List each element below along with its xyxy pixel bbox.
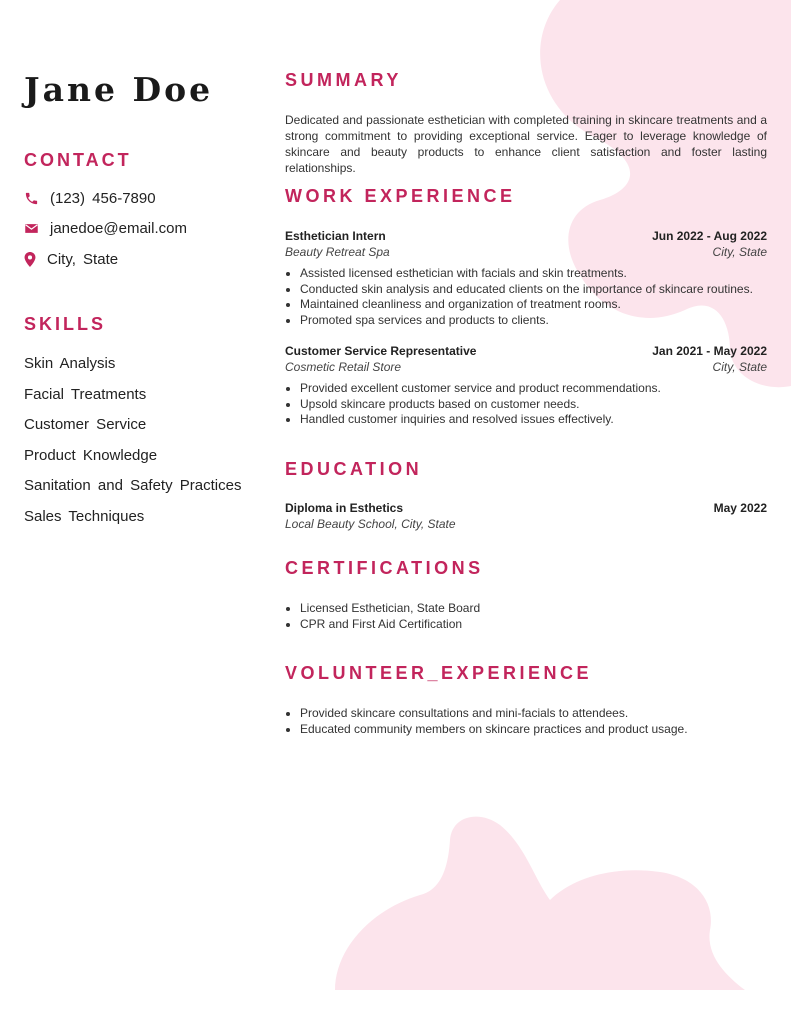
decorative-blob-top: [520, 0, 791, 400]
skill-item: Product Knowledge: [24, 446, 158, 464]
phone-icon: [24, 191, 39, 206]
list-item: • Assisted licensed esthetician with facials and skin treatments.: [300, 266, 767, 282]
job-bullets: [285, 266, 767, 328]
volunteer-list: [285, 706, 688, 737]
email-icon: [24, 221, 39, 236]
skill-item: Facial Treatments: [24, 385, 147, 403]
job-title: Customer Service Representative: [285, 344, 477, 358]
school-name: Local Beauty School, City, State: [285, 517, 456, 531]
job-company: Cosmetic Retail Store: [285, 360, 402, 374]
work-experience-heading: WORK EXPERIENCE: [285, 186, 516, 206]
list-item: • Upsold skincare products based on customer needs.: [300, 397, 767, 413]
list-item: • CPR and First Aid Certification: [300, 617, 480, 633]
candidate-name: Jane Doe: [24, 70, 214, 109]
decorative-blob-bottom: [330, 810, 750, 995]
job-entry: [285, 343, 767, 428]
volunteer-heading: VOLUNTEER_EXPERIENCE: [285, 663, 593, 683]
summary-heading: SUMMARY: [285, 70, 402, 90]
list-item: • Maintained cleanliness and organization of treatment rooms.: [300, 297, 767, 313]
list-item: • Educated community members on skincare practices and product usage.: [300, 722, 688, 738]
education-date: May 2022: [713, 501, 767, 515]
job-title: Esthetician Intern: [285, 229, 386, 243]
list-item: • Handled customer inquiries and resolved issues effectively.: [300, 412, 767, 428]
education-heading: EDUCATION: [285, 459, 423, 479]
job-location: City, State: [712, 360, 767, 374]
email-address[interactable]: janedoe@email.com: [50, 220, 187, 237]
contact-phone: [24, 190, 156, 207]
job-dates: Jun 2022 - Aug 2022: [652, 229, 767, 243]
job-location: City, State: [712, 245, 767, 259]
location-text: City, State: [47, 251, 119, 268]
contact-location: [24, 251, 118, 268]
certifications-list: [285, 601, 480, 632]
list-item: • Promoted spa services and products to clients.: [300, 313, 767, 329]
skill-item: Sales Techniques: [24, 507, 145, 525]
list-item: • Provided skincare consultations and mini-facials to attendees.: [300, 706, 688, 722]
summary-text: Dedicated and passionate esthetician with completed training in skincare treatments and a strong commitment to providing exceptional service. Eager to leverage knowledge of skincare and beauty products to enhance client satisfaction and foster lasting relationships.: [285, 113, 767, 175]
contact-heading: CONTACT: [24, 150, 132, 170]
job-entry: [285, 228, 767, 328]
list-item: • Conducted skin analysis and educated clients on the importance of skincare routines.: [300, 282, 767, 298]
job-dates: Jan 2021 - May 2022: [652, 344, 767, 358]
list-item: • Provided excellent customer service and product recommendations.: [300, 381, 767, 397]
job-bullets: [285, 381, 767, 428]
education-entry: [285, 500, 767, 532]
certifications-heading: CERTIFICATIONS: [285, 558, 484, 578]
skills-heading: SKILLS: [24, 314, 107, 334]
skill-item: Customer Service: [24, 416, 147, 433]
contact-email: [24, 220, 187, 237]
skills-list: [24, 355, 241, 538]
phone-number: (123) 456-7890: [50, 190, 156, 207]
list-item: • Licensed Esthetician, State Board: [300, 601, 480, 617]
job-company: Beauty Retreat Spa: [285, 245, 390, 259]
degree-title: Diploma in Esthetics: [285, 501, 404, 515]
location-pin-icon: [24, 252, 36, 267]
skill-item: Sanitation and Safety Practices: [24, 477, 242, 494]
skill-item: Skin Analysis: [24, 355, 116, 372]
